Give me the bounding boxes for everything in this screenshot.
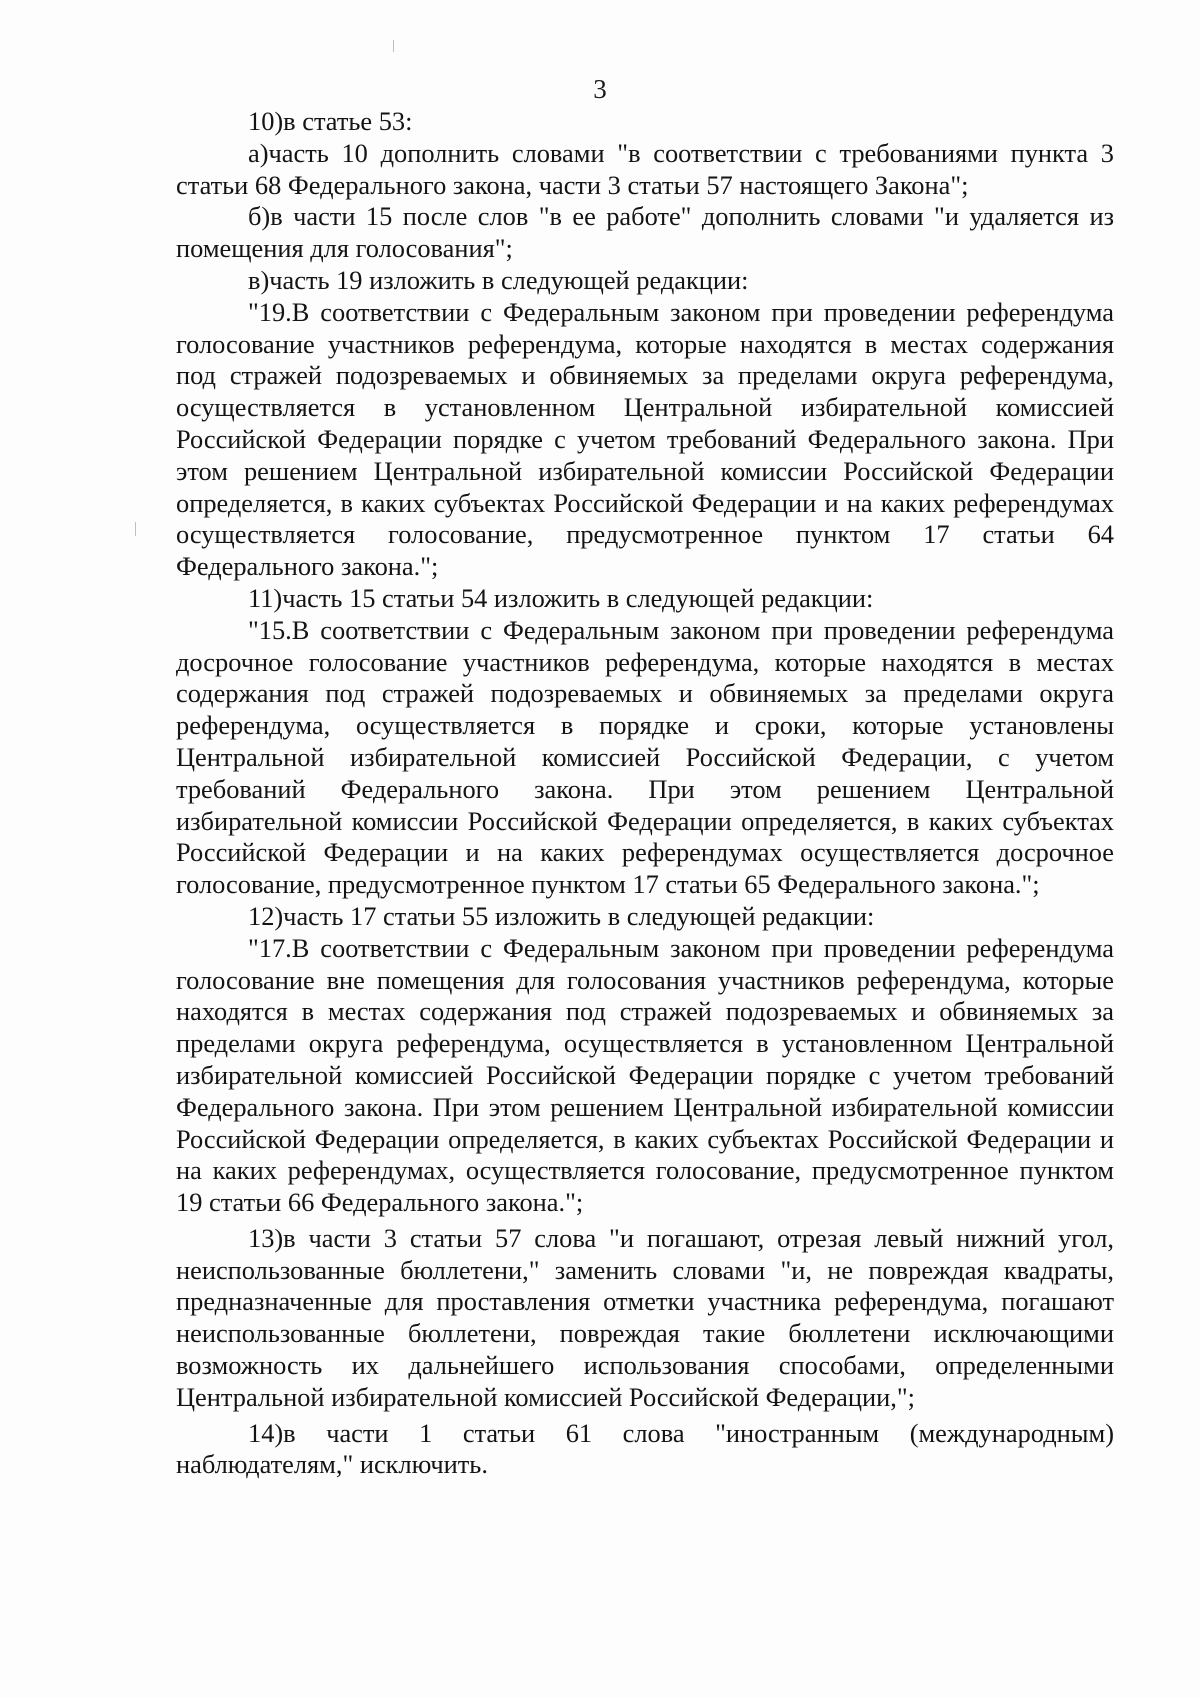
document-body	[176, 106, 1114, 1481]
page-number: 3	[593, 74, 607, 104]
paragraph-subitem-v: в)часть 19 изложить в следующей редакции:	[248, 264, 749, 295]
paragraph-item-12: 12)часть 17 статьи 55 изложить в следующей редакции:	[248, 900, 875, 931]
paragraph-quote-15: "15.В соответствии с Федеральным законом при проведении референдума досрочное голосование участников референдума, которые находятся в местах содержания под стражей подозреваемых и обвиняемых за пределами округа референдума, осуществляется в порядке и сроки, которые установлены Центральной избирательной комиссией Российской Федерации, с учетом требований Федерального закона. При этом решением Центральной избирательной комиссии Российской Федерации определяется, в каких субъектах Российской Федерации и на каких референдумах осуществляется досрочное голосование, предусмотренное пунктом 17 статьи 65 Федерального закона.";	[176, 614, 1114, 900]
paragraph-quote-19: "19.В соответствии с Федеральным законом при проведении референдума голосование участников референдума, которые находятся в местах содержания под стражей подозреваемых и обвиняемых за пределами округа референдума, осуществляется в установленном Центральной избирательной комиссией Российской Федерации порядке с учетом требований Федерального закона. При этом решением Центральной избирательной комиссии Российской Федерации определяется, в каких субъектах Российской Федерации и на каких референдумах осуществляется голосование, предусмотренное пунктом 17 статьи 64 Федерального закона.";	[176, 296, 1114, 582]
paragraph-item-13: 13)в части 3 статьи 57 слова "и погашают, отрезая левый нижний угол, неиспользованные бюллетени," заменить словами "и, не повреждая квадраты, предназначенные для проставления отметки участника референдума, погашают неиспользованные бюллетени, повреждая такие бюллетени исключающими возможность их дальнейшего использования способами, определенными Центральной избирательной комиссией Российской Федерации,";	[176, 1222, 1114, 1412]
scan-artifact	[135, 522, 136, 536]
paragraph-subitem-b: б)в части 15 после слов "в ее работе" дополнить словами "и удаляется из помещения для голосования";	[176, 201, 1114, 264]
paragraph-item-14: 14)в части 1 статьи 61 слова "иностранным (международным) наблюдателям," исключить.	[176, 1417, 1114, 1480]
paragraph-item-11: 11)часть 15 статьи 54 изложить в следующей редакции:	[248, 582, 874, 613]
paragraph-quote-17: "17.В соответствии с Федеральным законом при проведении референдума голосование вне помещения для голосования участников референдума, которые находятся в местах содержания под стражей подозреваемых и обвиняемых за пределами округа референдума, осуществляется в установленном Центральной избирательной комиссией Российской Федерации порядке с учетом требований Федерального закона. При этом решением Центральной избирательной комиссии Российской Федерации определяется, в каких субъектах Российской Федерации и на каких референдумах, осуществляется голосование, предусмотренное пунктом 19 статьи 66 Федерального закона.";	[176, 932, 1114, 1218]
scan-artifact	[393, 40, 394, 52]
paragraph-subitem-a: а)часть 10 дополнить словами "в соответствии с требованиями пункта 3 статьи 68 Федерального закона, части 3 статьи 57 настоящего Закона";	[176, 137, 1114, 200]
paragraph-item-10: 10)в статье 53:	[248, 106, 413, 136]
